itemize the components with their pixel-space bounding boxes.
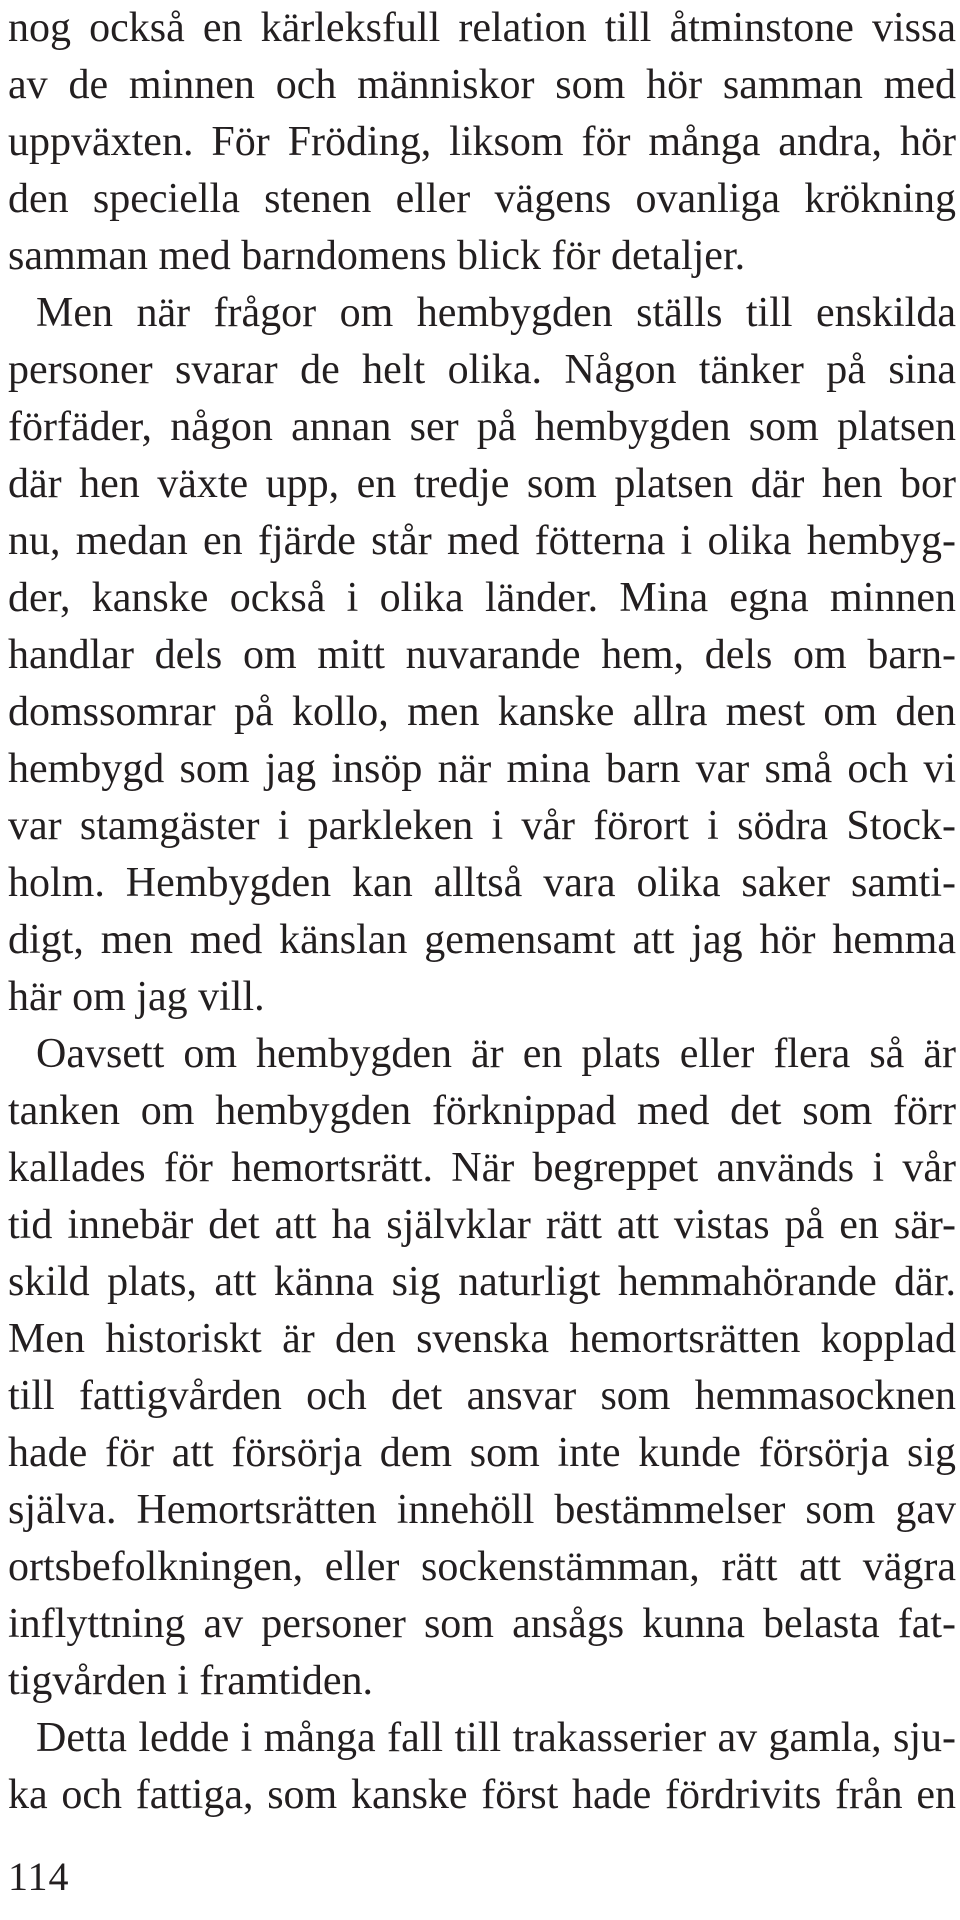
text-line: kallades för hemortsrätt. När begreppet används i vår: [8, 1145, 956, 1191]
text-line: förfäder, någon annan ser på hembygden som platsen: [8, 404, 956, 450]
text-line: nog också en kärleksfull relation till åtminstone vissa: [8, 5, 956, 51]
text-line: här om jag vill.: [8, 974, 265, 1020]
text-line: själva. Hemortsrätten innehöll bestämmelser som gav: [8, 1487, 956, 1533]
page-number: 114: [8, 1854, 70, 1899]
text-line: holm. Hembygden kan alltså vara olika saker samti-: [8, 860, 956, 906]
text-line: tigvården i framtiden.: [8, 1658, 374, 1704]
text-line: den speciella stenen eller vägens ovanliga krökning: [8, 176, 956, 222]
text-line: tanken om hembygden förknippad med det som förr: [8, 1088, 956, 1134]
text-line: digt, men med känslan gemensamt att jag hör hemma: [8, 917, 956, 963]
text-line: Men när frågor om hembygden ställs till enskilda: [36, 290, 956, 336]
text-line: där hen växte upp, en tredje som platsen där hen bor: [8, 461, 956, 507]
text-line: inflyttning av personer som ansågs kunna belasta fat-: [8, 1601, 956, 1647]
text-line: var stamgäster i parkleken i vår förort i södra Stock-: [8, 803, 956, 849]
text-line: till fattigvården och det ansvar som hemmasocknen: [8, 1373, 956, 1419]
text-line: hembygd som jag insöp när mina barn var små och vi: [8, 746, 956, 792]
text-line: der, kanske också i olika länder. Mina egna minnen: [8, 575, 956, 621]
text-line: ortsbefolkningen, eller sockenstämman, rätt att vägra: [8, 1544, 956, 1590]
text-line: handlar dels om mitt nuvarande hem, dels om barn-: [8, 632, 956, 678]
text-line: samman med barndomens blick för detaljer.: [8, 233, 746, 279]
text-line: uppväxten. För Fröding, liksom för många andra, hör: [8, 119, 956, 165]
text-line: ka och fattiga, som kanske först hade fördrivits från en: [8, 1772, 956, 1818]
text-line: Oavsett om hembygden är en plats eller flera så är: [36, 1031, 956, 1077]
text-line: av de minnen och människor som hör samman med: [8, 62, 956, 108]
text-line: Detta ledde i många fall till trakasserier av gamla, sju-: [36, 1715, 956, 1761]
text-line: nu, medan en fjärde står med fötterna i olika hembyg-: [8, 518, 956, 564]
text-line: personer svarar de helt olika. Någon tänker på sina: [8, 347, 956, 393]
text-line: Men historiskt är den svenska hemortsrätten kopplad: [8, 1316, 956, 1362]
text-line: domssomrar på kollo, men kanske allra mest om den: [8, 689, 956, 735]
text-line: hade för att försörja dem som inte kunde försörja sig: [8, 1430, 956, 1476]
text-line: skild plats, att känna sig naturligt hemmahörande där.: [8, 1259, 956, 1305]
text-line: tid innebär det att ha självklar rätt att vistas på en sär-: [8, 1202, 956, 1248]
